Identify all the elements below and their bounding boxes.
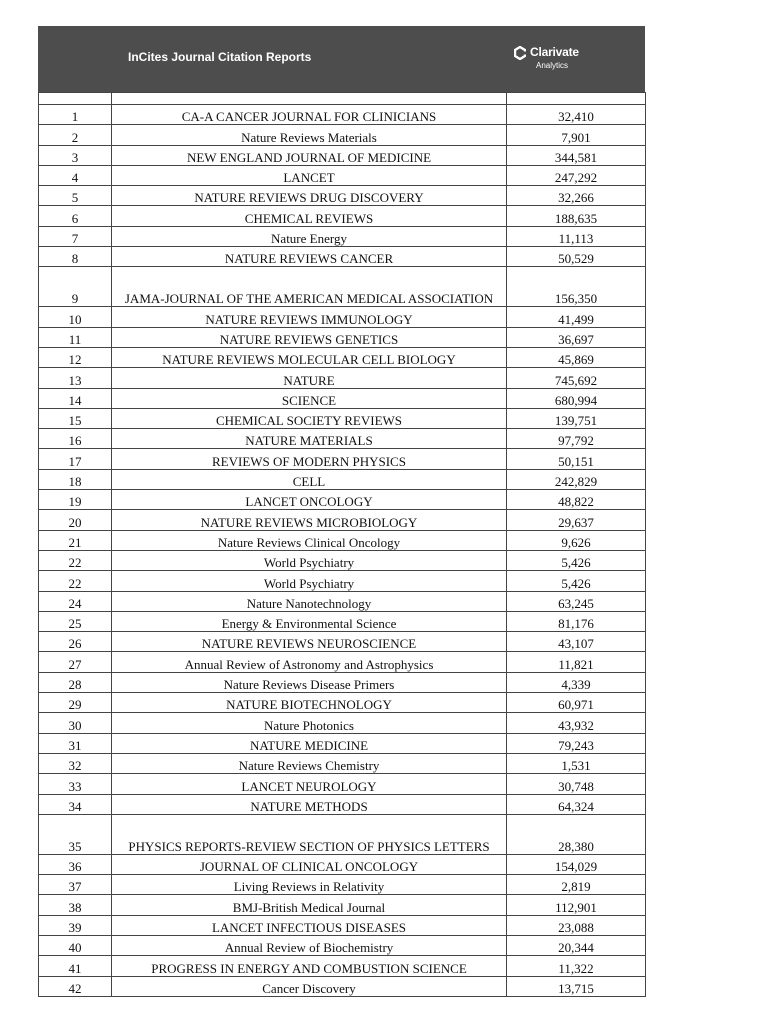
table-row [39, 469, 646, 489]
rank-cell: 37 [39, 875, 112, 895]
brand-name: Clarivate [530, 45, 579, 59]
journal-name-cell: Nature Photonics [112, 713, 507, 733]
table-row [39, 571, 646, 591]
clarivate-logo-icon [514, 46, 526, 60]
total-cites-cell: 139,751 [507, 408, 646, 428]
table-row [39, 449, 646, 469]
table-row [39, 875, 646, 895]
rank-cell: 8 [39, 247, 112, 267]
journal-name-cell: World Psychiatry [112, 571, 507, 591]
rank-cell: 31 [39, 733, 112, 753]
total-cites-cell: 60,971 [507, 693, 646, 713]
journal-name-cell: Nature Reviews Materials [112, 125, 507, 145]
journal-name-cell: CHEMICAL REVIEWS [112, 206, 507, 226]
rank-cell: 39 [39, 915, 112, 935]
rank-cell: 38 [39, 895, 112, 915]
rank-cell: 3 [39, 145, 112, 165]
table-row [39, 591, 646, 611]
journal-name-cell: World Psychiatry [112, 550, 507, 570]
journal-name-cell: LANCET [112, 165, 507, 185]
rank-cell: 24 [39, 591, 112, 611]
table-row [39, 915, 646, 935]
journal-name-cell: LANCET NEUROLOGY [112, 774, 507, 794]
rank-cell: 30 [39, 713, 112, 733]
journal-name-cell: NATURE REVIEWS MICROBIOLOGY [112, 510, 507, 530]
total-cites-cell: 156,350 [507, 267, 646, 307]
total-cites-cell: 11,322 [507, 956, 646, 976]
table-spacer-row [39, 93, 646, 105]
total-cites-cell: 36,697 [507, 327, 646, 347]
journal-name-cell: NATURE REVIEWS MOLECULAR CELL BIOLOGY [112, 347, 507, 367]
total-cites-cell: 13,715 [507, 976, 646, 996]
table-row [39, 206, 646, 226]
rank-cell: 15 [39, 408, 112, 428]
total-cites-cell: 154,029 [507, 854, 646, 874]
total-cites-cell: 43,932 [507, 713, 646, 733]
rank-cell: 40 [39, 935, 112, 955]
rank-cell: 41 [39, 956, 112, 976]
rank-cell: 34 [39, 794, 112, 814]
rank-cell: 11 [39, 327, 112, 347]
total-cites-cell: 50,151 [507, 449, 646, 469]
total-cites-cell: 1,531 [507, 753, 646, 773]
table-row [39, 713, 646, 733]
total-cites-cell: 11,821 [507, 652, 646, 672]
journal-name-cell: Nature Energy [112, 226, 507, 246]
rank-cell: 5 [39, 186, 112, 206]
total-cites-cell: 32,266 [507, 186, 646, 206]
table-row [39, 307, 646, 327]
table-row [39, 753, 646, 773]
journal-name-cell: LANCET INFECTIOUS DISEASES [112, 915, 507, 935]
table-row [39, 408, 646, 428]
rank-cell: 22 [39, 571, 112, 591]
table-row [39, 490, 646, 510]
journal-name-cell: NATURE REVIEWS NEUROSCIENCE [112, 632, 507, 652]
total-cites-cell: 63,245 [507, 591, 646, 611]
rank-cell: 32 [39, 753, 112, 773]
rank-cell: 22 [39, 550, 112, 570]
rank-cell: 17 [39, 449, 112, 469]
total-cites-cell: 5,426 [507, 571, 646, 591]
table-row [39, 693, 646, 713]
journal-name-cell: Nature Reviews Disease Primers [112, 672, 507, 692]
table-row [39, 105, 646, 125]
total-cites-cell: 5,426 [507, 550, 646, 570]
table-row [39, 530, 646, 550]
rank-cell: 10 [39, 307, 112, 327]
journal-name-cell: NEW ENGLAND JOURNAL OF MEDICINE [112, 145, 507, 165]
rank-cell: 16 [39, 429, 112, 449]
journal-name-cell: CHEMICAL SOCIETY REVIEWS [112, 408, 507, 428]
rank-cell: 42 [39, 976, 112, 996]
table-row [39, 165, 646, 185]
table-row [39, 733, 646, 753]
journal-name-cell: Nature Nanotechnology [112, 591, 507, 611]
rank-cell: 1 [39, 105, 112, 125]
rank-cell: 25 [39, 611, 112, 631]
empty-cell [507, 93, 646, 105]
table-row [39, 267, 646, 307]
journal-name-cell: SCIENCE [112, 388, 507, 408]
journal-name-cell: Cancer Discovery [112, 976, 507, 996]
rank-cell: 20 [39, 510, 112, 530]
table-row [39, 186, 646, 206]
journal-name-cell: NATURE REVIEWS CANCER [112, 247, 507, 267]
journal-name-cell: CA-A CANCER JOURNAL FOR CLINICIANS [112, 105, 507, 125]
journal-name-cell: JOURNAL OF CLINICAL ONCOLOGY [112, 854, 507, 874]
table-row [39, 368, 646, 388]
table-row [39, 125, 646, 145]
table-row [39, 774, 646, 794]
journal-name-cell: Annual Review of Astronomy and Astrophysics [112, 652, 507, 672]
rank-cell: 14 [39, 388, 112, 408]
total-cites-cell: 48,822 [507, 490, 646, 510]
journal-name-cell: NATURE MEDICINE [112, 733, 507, 753]
table-row [39, 611, 646, 631]
table-row [39, 895, 646, 915]
journal-name-cell: CELL [112, 469, 507, 489]
empty-cell [112, 93, 507, 105]
journal-name-cell: Annual Review of Biochemistry [112, 935, 507, 955]
journal-name-cell: Living Reviews in Relativity [112, 875, 507, 895]
total-cites-cell: 344,581 [507, 145, 646, 165]
empty-cell [39, 93, 112, 105]
total-cites-cell: 79,243 [507, 733, 646, 753]
rank-cell: 7 [39, 226, 112, 246]
journal-name-cell: NATURE MATERIALS [112, 429, 507, 449]
total-cites-cell: 43,107 [507, 632, 646, 652]
table-row [39, 388, 646, 408]
total-cites-cell: 20,344 [507, 935, 646, 955]
journal-name-cell: Nature Reviews Chemistry [112, 753, 507, 773]
total-cites-cell: 2,819 [507, 875, 646, 895]
table-row [39, 347, 646, 367]
total-cites-cell: 188,635 [507, 206, 646, 226]
total-cites-cell: 242,829 [507, 469, 646, 489]
table-row [39, 956, 646, 976]
total-cites-cell: 29,637 [507, 510, 646, 530]
journal-name-cell: REVIEWS OF MODERN PHYSICS [112, 449, 507, 469]
table-row [39, 327, 646, 347]
rank-cell: 29 [39, 693, 112, 713]
rank-cell: 18 [39, 469, 112, 489]
total-cites-cell: 247,292 [507, 165, 646, 185]
total-cites-cell: 81,176 [507, 611, 646, 631]
total-cites-cell: 680,994 [507, 388, 646, 408]
table-row [39, 976, 646, 996]
total-cites-cell: 50,529 [507, 247, 646, 267]
total-cites-cell: 23,088 [507, 915, 646, 935]
total-cites-cell: 112,901 [507, 895, 646, 915]
rank-cell: 35 [39, 814, 112, 854]
journal-name-cell: JAMA-JOURNAL OF THE AMERICAN MEDICAL ASSOCIATION [112, 267, 507, 307]
rank-cell: 28 [39, 672, 112, 692]
rank-cell: 9 [39, 267, 112, 307]
journal-name-cell: NATURE BIOTECHNOLOGY [112, 693, 507, 713]
table-row [39, 429, 646, 449]
total-cites-cell: 32,410 [507, 105, 646, 125]
table-row [39, 794, 646, 814]
table-row [39, 510, 646, 530]
journal-name-cell: NATURE REVIEWS IMMUNOLOGY [112, 307, 507, 327]
rank-cell: 21 [39, 530, 112, 550]
rank-cell: 4 [39, 165, 112, 185]
journal-name-cell: Nature Reviews Clinical Oncology [112, 530, 507, 550]
journal-name-cell: Energy & Environmental Science [112, 611, 507, 631]
total-cites-cell: 11,113 [507, 226, 646, 246]
table-row [39, 672, 646, 692]
journal-name-cell: NATURE METHODS [112, 794, 507, 814]
table-row [39, 814, 646, 854]
report-title: InCites Journal Citation Reports [128, 50, 312, 64]
table-row [39, 854, 646, 874]
total-cites-cell: 28,380 [507, 814, 646, 854]
total-cites-cell: 4,339 [507, 672, 646, 692]
table-row [39, 226, 646, 246]
total-cites-cell: 41,499 [507, 307, 646, 327]
brand-subtitle: Analytics [536, 61, 569, 70]
rank-cell: 26 [39, 632, 112, 652]
total-cites-cell: 45,869 [507, 347, 646, 367]
journal-name-cell: NATURE REVIEWS DRUG DISCOVERY [112, 186, 507, 206]
table-row [39, 632, 646, 652]
journal-name-cell: PHYSICS REPORTS-REVIEW SECTION OF PHYSICS LETTERS [112, 814, 507, 854]
table-row [39, 550, 646, 570]
total-cites-cell: 9,626 [507, 530, 646, 550]
journal-ranking-table [38, 92, 646, 997]
table-row [39, 247, 646, 267]
total-cites-cell: 64,324 [507, 794, 646, 814]
rank-cell: 36 [39, 854, 112, 874]
rank-cell: 6 [39, 206, 112, 226]
rank-cell: 12 [39, 347, 112, 367]
journal-name-cell: LANCET ONCOLOGY [112, 490, 507, 510]
rank-cell: 2 [39, 125, 112, 145]
total-cites-cell: 7,901 [507, 125, 646, 145]
journal-name-cell: BMJ-British Medical Journal [112, 895, 507, 915]
total-cites-cell: 30,748 [507, 774, 646, 794]
table-row [39, 652, 646, 672]
journal-name-cell: NATURE REVIEWS GENETICS [112, 327, 507, 347]
journal-name-cell: PROGRESS IN ENERGY AND COMBUSTION SCIENCE [112, 956, 507, 976]
total-cites-cell: 97,792 [507, 429, 646, 449]
rank-cell: 13 [39, 368, 112, 388]
rank-cell: 19 [39, 490, 112, 510]
total-cites-cell: 745,692 [507, 368, 646, 388]
journal-name-cell: NATURE [112, 368, 507, 388]
report-header-banner [38, 26, 645, 92]
table-row [39, 935, 646, 955]
rank-cell: 27 [39, 652, 112, 672]
rank-cell: 33 [39, 774, 112, 794]
table-row [39, 145, 646, 165]
